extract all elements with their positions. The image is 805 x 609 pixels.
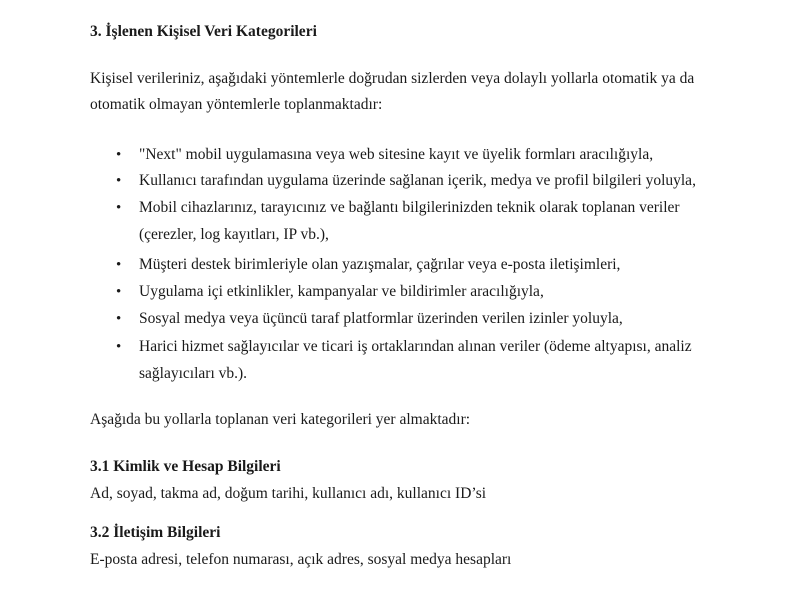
bullet-icon: • xyxy=(116,173,122,189)
list-item-text: "Next" mobil uygulamasına veya web sitesine kayıt ve üyelik formları aracılığıyla, xyxy=(139,146,654,163)
section-3-1-heading: 3.1 Kimlik ve Hesap Bilgileri xyxy=(90,458,281,475)
list-item-text-continued: sağlayıcıları vb.). xyxy=(139,365,248,382)
bullet-icon: • xyxy=(116,339,122,355)
bullet-icon: • xyxy=(116,257,122,273)
list-item-text: Sosyal medya veya üçüncü taraf platformlar üzerinden verilen izinler yoluyla, xyxy=(139,310,623,327)
bullet-icon: • xyxy=(116,284,122,300)
section-3-intro-line-2: otomatik olmayan yöntemlerle toplanmaktadır: xyxy=(90,96,383,113)
list-item-text-continued: (çerezler, log kayıtları, IP vb.), xyxy=(139,226,329,243)
section-3-intro-line-1: Kişisel verileriniz, aşağıdaki yöntemlerle doğrudan sizlerden veya dolaylı yollarla otomatik ya da xyxy=(90,70,695,87)
list-item-text: Mobil cihazlarınız, tarayıcınız ve bağlantı bilgilerinizden teknik olarak toplanan veriler xyxy=(139,199,680,216)
list-item-text: Kullanıcı tarafından uygulama üzerinde sağlanan içerik, medya ve profil bilgileri yoluyla, xyxy=(139,172,696,189)
bullet-icon: • xyxy=(116,200,122,216)
bullet-icon: • xyxy=(116,147,122,163)
list-item-text: Harici hizmet sağlayıcılar ve ticari iş ortaklarından alınan veriler (ödeme altyapısı, analiz xyxy=(139,338,692,355)
section-3-2-heading: 3.2 İletişim Bilgileri xyxy=(90,524,221,541)
list-item-text: Müşteri destek birimleriyle olan yazışmalar, çağrılar veya e-posta iletişimleri, xyxy=(139,256,621,273)
section-3-2-body: E-posta adresi, telefon numarası, açık adres, sosyal medya hesapları xyxy=(90,551,512,568)
section-3-heading: 3. İşlenen Kişisel Veri Kategorileri xyxy=(90,23,317,40)
section-3-1-body: Ad, soyad, takma ad, doğum tarihi, kullanıcı adı, kullanıcı ID’si xyxy=(90,485,487,502)
list-item-text: Uygulama içi etkinlikler, kampanyalar ve bildirimler aracılığıyla, xyxy=(139,283,544,300)
section-3-outro: Aşağıda bu yollarla toplanan veri kategorileri yer almaktadır: xyxy=(90,411,471,428)
bullet-icon: • xyxy=(116,311,122,327)
